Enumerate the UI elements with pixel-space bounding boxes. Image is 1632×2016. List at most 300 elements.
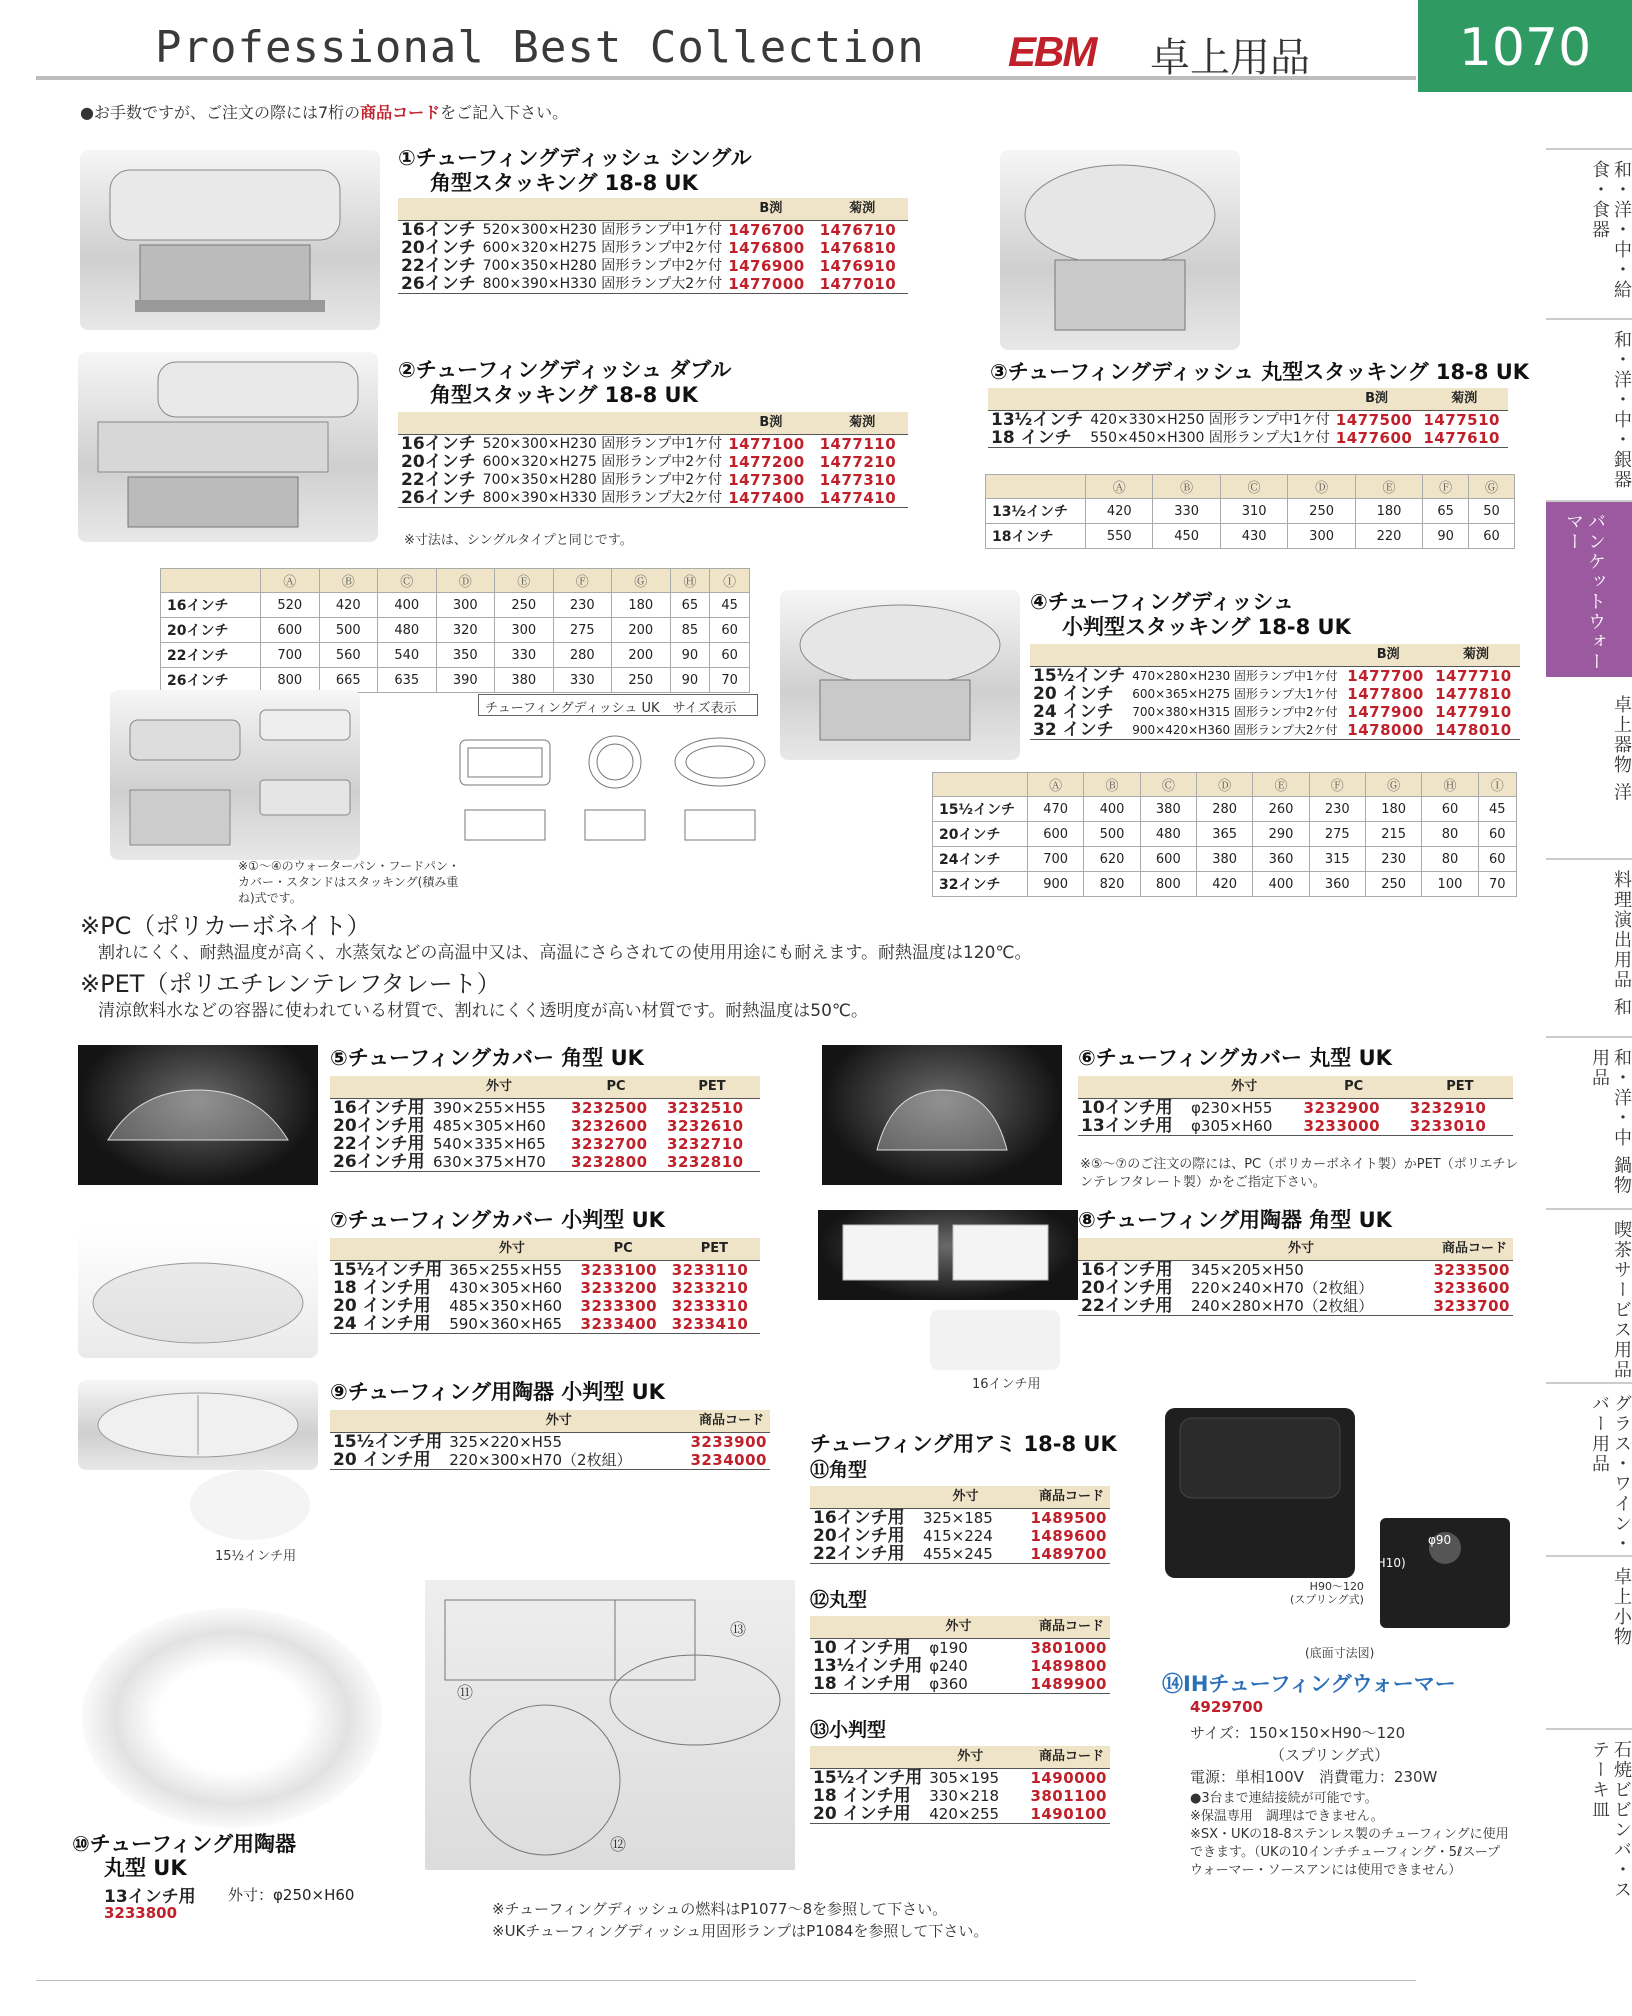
sidebar-item-nabe[interactable]: 和・洋・中 鍋物用品 xyxy=(1589,1048,1632,1196)
round-cover-photo xyxy=(822,1045,1062,1185)
table-row xyxy=(810,1787,1110,1805)
product-code: 3232910 xyxy=(1409,1099,1487,1117)
dim-value: 200 xyxy=(612,618,671,643)
table-row xyxy=(988,429,1508,448)
dim-value: 180 xyxy=(1365,797,1421,822)
dim-value: 540 xyxy=(378,643,437,668)
dimension: 220×240×H70（2枚組） xyxy=(1191,1279,1374,1297)
table-row xyxy=(810,1805,1110,1824)
product-14-size: サイズ：150×150×H90～120 xyxy=(1190,1724,1406,1742)
sidebar-item-tableware[interactable]: 和・洋・中・給食・食器 xyxy=(1589,160,1632,300)
sidebar-item-table-accessories[interactable]: 卓上小物 xyxy=(1611,1567,1632,1647)
dim-head: Ⓖ xyxy=(1469,475,1515,499)
size: 20インチ用 xyxy=(813,1526,905,1546)
product-code: 1477510 xyxy=(1423,411,1500,429)
table-row xyxy=(398,489,908,508)
size: 24 インチ xyxy=(1033,702,1114,722)
ceramic-pan-icon xyxy=(818,1210,1078,1300)
round-chafing-dish-photo xyxy=(1000,150,1240,350)
wire-net-icon xyxy=(425,1580,795,1870)
spec: 600×320×H275 固形ランプ中2ケ付 xyxy=(482,454,723,470)
dim-head: Ⓗ xyxy=(670,569,710,593)
product-1-table xyxy=(398,198,908,294)
sidebar-item-silverware[interactable]: 和・洋・中・銀器 xyxy=(1611,330,1632,490)
product-code: 3233200 xyxy=(580,1279,658,1297)
table-row xyxy=(1078,1297,1513,1316)
dim-value: 550 xyxy=(1086,524,1153,549)
col-dimension: 外寸 xyxy=(430,1076,568,1099)
spec: 700×380×H315 固形ランプ中2ケ付 xyxy=(1132,705,1338,719)
table-row xyxy=(810,1527,1110,1545)
dim-value: 470 xyxy=(1028,797,1084,822)
dim-value: 60 xyxy=(1469,524,1515,549)
dim-value: 310 xyxy=(1220,499,1287,524)
table-row xyxy=(1030,667,1520,686)
spec: 900×420×H360 固形ランプ大2ケ付 xyxy=(1129,721,1344,740)
dim-value: 700 xyxy=(1028,847,1084,872)
dimension: 325×185 xyxy=(923,1509,993,1527)
product-code: 1477810 xyxy=(1435,685,1512,703)
fig-height-value: H90～120 xyxy=(1309,1580,1364,1593)
product-code: 1477910 xyxy=(1435,703,1512,721)
product-4-title: ④チューフィングディッシュ xyxy=(1030,590,1294,614)
dimension: φ240 xyxy=(929,1657,968,1675)
dim-head: Ⓒ xyxy=(378,569,437,593)
product-code: 1489600 xyxy=(1030,1527,1107,1545)
table-row xyxy=(1078,1279,1513,1297)
dim-value: 635 xyxy=(378,668,437,693)
rect-ceramic-16-photo xyxy=(930,1310,1060,1370)
dim-value: 250 xyxy=(612,668,671,693)
rect-ceramic-photo xyxy=(818,1210,1078,1300)
size: 22インチ用 xyxy=(1078,1297,1188,1316)
table-row xyxy=(810,1769,1110,1788)
table-row xyxy=(330,1433,770,1452)
category-title: 卓上用品 xyxy=(1150,35,1310,81)
dim-value: 230 xyxy=(553,593,612,618)
dim-value: 420 xyxy=(1086,499,1153,524)
table-row xyxy=(161,618,750,643)
dim-value: 820 xyxy=(1084,872,1140,897)
dim-value: 250 xyxy=(1288,499,1355,524)
dim-value: 420 xyxy=(1196,872,1252,897)
dim-value: 70 xyxy=(710,668,750,693)
product-code: 1477310 xyxy=(819,471,897,489)
product-code: 3233900 xyxy=(690,1433,767,1451)
sidebar-item-table-ware-western[interactable]: 卓上器物 洋 xyxy=(1611,695,1632,803)
spec: 520×300×H230 固形ランプ中1ケ付 xyxy=(482,222,723,238)
dim-value: 300 xyxy=(1288,524,1355,549)
product-code: 1477400 xyxy=(725,489,816,508)
col-b-fuchi: B渕 xyxy=(1344,644,1432,667)
dimension: 430×305×H60 xyxy=(449,1279,563,1297)
table-row xyxy=(161,643,750,668)
product-code: 1477410 xyxy=(817,489,908,508)
pet-description: 清涼飲料水などの容器に使われている材質で、割れにくく透明度が高い材質です。耐熱温度は50℃。 xyxy=(98,1001,869,1021)
table-row xyxy=(330,1451,770,1470)
dim-value: 65 xyxy=(1423,499,1469,524)
spec: 600×365×H275 固形ランプ大1ケ付 xyxy=(1132,687,1338,701)
dim-value: 800 xyxy=(1140,872,1196,897)
product-10-dimension: 外寸：φ250×H60 xyxy=(228,1886,355,1904)
col-b-fuchi: B渕 xyxy=(1333,388,1421,411)
col-dimension: 外寸 xyxy=(1188,1076,1301,1099)
product-10-size: 13インチ用 xyxy=(104,1887,196,1907)
dim-value: 480 xyxy=(1140,822,1196,847)
ami-maru-title: ⑫丸型 xyxy=(810,1589,868,1611)
size: 16インチ用 xyxy=(813,1508,905,1528)
cover-icon xyxy=(78,1045,318,1185)
col-kiku-fuchi: 菊渕 xyxy=(817,198,908,221)
spec: 470×280×H230 固形ランプ中1ケ付 xyxy=(1132,669,1338,683)
spec: 800×390×H330 固形ランプ大2ケ付 xyxy=(480,275,726,294)
product-14-title: ⑭IHチューフィングウォーマー xyxy=(1162,1672,1456,1696)
dim-value: 520 xyxy=(261,593,320,618)
dim-value: 400 xyxy=(1084,797,1140,822)
size: 15½インチ xyxy=(1033,666,1126,686)
product-5-table xyxy=(330,1076,760,1172)
dimension: 305×195 xyxy=(929,1769,1000,1787)
product-code: 3233210 xyxy=(671,1279,749,1297)
dim-value: 70 xyxy=(1478,872,1516,897)
product-code: 1477900 xyxy=(1347,703,1424,721)
dim-value: 300 xyxy=(495,618,554,643)
ami-kaku-table xyxy=(810,1486,1110,1564)
dimension: φ190 xyxy=(929,1639,968,1657)
dim-value: 420 xyxy=(319,593,378,618)
lamp-reference: ※UKチューフィングディッシュ用固形ランプはP1084を参照して下さい。 xyxy=(492,1922,989,1940)
product-2-title: ②チューフィングディッシュ ダブル xyxy=(398,358,732,382)
dim-value: 600 xyxy=(1028,822,1084,847)
dim-value: 180 xyxy=(612,593,671,618)
size: 22インチ xyxy=(401,256,476,276)
dim-value: 215 xyxy=(1365,822,1421,847)
size: 16インチ用 xyxy=(1081,1260,1173,1280)
product-3-title: ③チューフィングディッシュ 丸型スタッキング 18-8 UK xyxy=(990,360,1530,384)
table-row xyxy=(933,847,1517,872)
sidebar-item-glass-bar[interactable]: グラス・ワイン・バー用品 xyxy=(1589,1394,1632,1554)
product-4-table xyxy=(1030,644,1520,740)
oval-ceramic-icon xyxy=(78,1380,318,1470)
grill-net-photo xyxy=(425,1580,795,1870)
product-code: 3232710 xyxy=(667,1135,744,1153)
dimension: 345×205×H50 xyxy=(1191,1261,1304,1279)
notice-highlight: 商品コード xyxy=(360,103,441,122)
round-chafing-dish-icon xyxy=(1000,150,1240,350)
dim-value: 700 xyxy=(261,643,320,668)
dim-value: 60 xyxy=(1422,797,1478,822)
size: 24 インチ用 xyxy=(330,1315,446,1334)
col-product-code: 商品コード xyxy=(991,1616,1110,1639)
product-6-title: ⑥チューフィングカバー 丸型 UK xyxy=(1078,1046,1392,1070)
size: 20 インチ用 xyxy=(810,1805,926,1824)
product-code: 1477700 xyxy=(1347,667,1424,685)
dimension: φ230×H55 xyxy=(1191,1099,1273,1117)
table-row xyxy=(398,239,908,257)
dim-value: 230 xyxy=(1309,797,1365,822)
col-pet: PET xyxy=(664,1076,760,1099)
single-chafing-dish-photo xyxy=(80,150,380,330)
table-row xyxy=(330,1117,760,1135)
product-code: 1477100 xyxy=(728,435,805,453)
pc-heading: ※PC（ポリカーボネイト） xyxy=(80,912,371,940)
table-row xyxy=(986,524,1515,549)
table-row xyxy=(933,872,1517,897)
product-code: 1489900 xyxy=(991,1675,1110,1694)
col-dimension: 外寸 xyxy=(1188,1238,1414,1261)
dim-head: Ⓑ xyxy=(319,569,378,593)
ami-koban-title: ⑬小判型 xyxy=(810,1719,887,1741)
dim-value: 480 xyxy=(378,618,437,643)
col-product-code: 商品コード xyxy=(1014,1746,1110,1769)
product-9-table xyxy=(330,1410,770,1470)
dimension: 540×335×H65 xyxy=(433,1135,546,1153)
product-code: 1477000 xyxy=(725,275,816,294)
table-row xyxy=(398,257,908,275)
dim-value: 400 xyxy=(1253,872,1309,897)
table-row xyxy=(933,822,1517,847)
dim-value: 330 xyxy=(495,643,554,668)
dim-value: 800 xyxy=(261,668,320,693)
table-row xyxy=(988,411,1508,430)
size: 15½インチ xyxy=(933,797,1028,822)
product-code: 3232900 xyxy=(1303,1099,1381,1117)
spec: 700×350×H280 固形ランプ中2ケ付 xyxy=(482,258,723,274)
col-dimension: 外寸 xyxy=(926,1616,990,1639)
dim-value: 380 xyxy=(495,668,554,693)
dim-value: 330 xyxy=(553,668,612,693)
size: 20インチ xyxy=(161,618,261,643)
size-diagram-label: チューフィングディッシュ UK サイズ表示 xyxy=(478,694,758,716)
product-code: 1490000 xyxy=(1030,1769,1107,1787)
spec: 550×450×H300 固形ランプ大1ケ付 xyxy=(1087,429,1333,448)
size: 20インチ用 xyxy=(333,1116,425,1136)
product-code: 3233700 xyxy=(1414,1297,1513,1316)
dim-head: Ⓒ xyxy=(1220,475,1287,499)
product-code: 1477500 xyxy=(1335,411,1413,429)
product-code: 1489800 xyxy=(1030,1657,1107,1675)
product-code: 1476900 xyxy=(728,257,805,275)
fuel-reference: ※チューフィングディッシュの燃料はP1077～8を参照して下さい。 xyxy=(492,1900,948,1918)
dim-value: 90 xyxy=(670,668,710,693)
product-6-table xyxy=(1078,1076,1513,1136)
dim-head: Ⓔ xyxy=(1253,773,1309,797)
table-row xyxy=(933,797,1517,822)
dimension: φ360 xyxy=(926,1675,990,1694)
table-row xyxy=(810,1545,1110,1564)
dim-value: 65 xyxy=(670,593,710,618)
fig-h10: (H10) xyxy=(1372,1556,1406,1570)
product-8-caption: 16インチ用 xyxy=(972,1377,1041,1392)
dim-head: Ⓘ xyxy=(710,569,750,593)
col-kiku-fuchi: 菊渕 xyxy=(1420,388,1508,411)
oval-cover-photo xyxy=(78,1228,318,1358)
dimension: 630×375×H70 xyxy=(430,1153,568,1172)
size: 16インチ xyxy=(401,434,476,454)
dim-value: 620 xyxy=(1084,847,1140,872)
product-7-title: ⑦チューフィングカバー 小判型 UK xyxy=(330,1208,665,1232)
double-chafing-dish-photo xyxy=(78,352,378,542)
cover-icon xyxy=(822,1045,1062,1185)
product-code: 3801100 xyxy=(1030,1787,1107,1805)
size: 26インチ xyxy=(161,668,261,693)
product-4-subtitle: 小判型スタッキング 18-8 UK xyxy=(1062,615,1351,639)
spec: 800×390×H330 固形ランプ大2ケ付 xyxy=(480,489,726,508)
table-row xyxy=(330,1153,760,1172)
dim-head: Ⓑ xyxy=(1084,773,1140,797)
sidebar-item-presentation[interactable]: 料理演出用品 和 xyxy=(1611,870,1632,1018)
product-code: 1477710 xyxy=(1435,667,1512,685)
pet-heading: ※PET（ポリエチレンテレフタレート） xyxy=(80,970,501,998)
product-code: 1476710 xyxy=(819,221,897,239)
ami-kaku-title: ⑪角型 xyxy=(810,1459,868,1481)
product-code: 3801000 xyxy=(1030,1639,1107,1657)
dim-value: 315 xyxy=(1309,847,1365,872)
dim-value: 500 xyxy=(319,618,378,643)
net-label-11: ⑪ xyxy=(457,1683,474,1702)
brand-logo: EBM xyxy=(1008,28,1096,75)
dimension: 485×305×H60 xyxy=(433,1117,546,1135)
product-code: 3233300 xyxy=(580,1297,658,1315)
col-product-code: 商品コード xyxy=(671,1410,770,1433)
col-pc: PC xyxy=(578,1238,669,1261)
size: 16インチ xyxy=(161,593,261,618)
dim-value: 600 xyxy=(1140,847,1196,872)
dimension: 330×218 xyxy=(929,1787,1000,1805)
col-kiku-fuchi: 菊渕 xyxy=(1432,644,1520,667)
oval-ceramic-15-photo xyxy=(190,1470,310,1540)
dim-value: 85 xyxy=(670,618,710,643)
dim-head: Ⓗ xyxy=(1422,773,1478,797)
table-row xyxy=(810,1657,1110,1675)
table-row xyxy=(330,1297,760,1315)
chafing-dish-icon xyxy=(80,150,380,330)
size: 16インチ用 xyxy=(333,1098,425,1118)
dim-value: 250 xyxy=(495,593,554,618)
dim-value: 260 xyxy=(1253,797,1309,822)
table-row xyxy=(1078,1117,1513,1136)
product-8-table xyxy=(1078,1238,1513,1316)
dim-value: 360 xyxy=(1309,872,1365,897)
table-row xyxy=(398,435,908,454)
product-code: 3232500 xyxy=(571,1099,648,1117)
stacked-pans-icon xyxy=(110,690,360,860)
product-code: 1478010 xyxy=(1432,721,1520,740)
size: 15½インチ用 xyxy=(333,1432,443,1452)
ami-maru-table xyxy=(810,1616,1110,1694)
dim-value: 430 xyxy=(1220,524,1287,549)
product-code: 3233400 xyxy=(578,1315,669,1334)
size: 24インチ xyxy=(933,847,1028,872)
sidebar-item-bibimbap[interactable]: 石焼ビビンバ・ステーキ皿 xyxy=(1589,1740,1632,1900)
dim-value: 290 xyxy=(1253,822,1309,847)
dimension: 485×350×H60 xyxy=(449,1297,563,1315)
spec: 420×330×H250 固形ランプ中1ケ付 xyxy=(1090,412,1330,428)
dimension: 590×360×H65 xyxy=(446,1315,577,1334)
product-code: 1476910 xyxy=(819,257,897,275)
size: 32 インチ xyxy=(1030,721,1129,740)
size: 22インチ用 xyxy=(333,1134,425,1154)
table-row xyxy=(1078,1099,1513,1118)
dim-head: Ⓕ xyxy=(553,569,612,593)
dimension: 415×224 xyxy=(923,1527,993,1545)
sidebar-item-cafe[interactable]: 喫茶サービス用品 xyxy=(1611,1220,1632,1380)
ih-warmer-photo xyxy=(1165,1408,1355,1578)
size: 18 インチ xyxy=(988,429,1087,448)
cover-icon xyxy=(78,1228,318,1358)
table-row xyxy=(810,1639,1110,1658)
col-pet: PET xyxy=(669,1238,760,1261)
table-row xyxy=(810,1509,1110,1528)
dim-value: 60 xyxy=(1478,847,1516,872)
product-code: 1477010 xyxy=(817,275,908,294)
dim-head: Ⓓ xyxy=(1196,773,1252,797)
dim-value: 300 xyxy=(436,593,495,618)
dim-value: 365 xyxy=(1196,822,1252,847)
table-row xyxy=(1030,703,1520,721)
product-14-power: 電源：単相100V 消費電力：230W xyxy=(1190,1768,1438,1786)
product-code: 3232510 xyxy=(667,1099,744,1117)
col-dimension: 外寸 xyxy=(926,1746,1014,1769)
size: 26インチ xyxy=(398,275,480,294)
dim-head: Ⓕ xyxy=(1423,475,1469,499)
dim-value: 665 xyxy=(319,668,378,693)
sidebar-item-banquet-warmer[interactable]: バンケットウォーマー xyxy=(1546,502,1632,677)
size: 10インチ用 xyxy=(1081,1098,1173,1118)
dim-head: Ⓔ xyxy=(495,569,554,593)
product-code: 3232610 xyxy=(667,1117,744,1135)
round-ceramic-photo xyxy=(82,1608,382,1828)
dim-value: 60 xyxy=(710,643,750,668)
product-code: 3232800 xyxy=(568,1153,664,1172)
dim-value: 390 xyxy=(436,668,495,693)
catalog-title: Professional Best Collection xyxy=(155,22,925,73)
rect-cover-photo xyxy=(78,1045,318,1185)
chafing-dish-icon xyxy=(78,352,378,542)
size: 18 インチ用 xyxy=(813,1786,911,1806)
size: 13½インチ xyxy=(991,410,1084,430)
dim-value: 200 xyxy=(612,643,671,668)
col-pc: PC xyxy=(1301,1076,1407,1099)
table-row xyxy=(398,221,908,240)
dim-value: 50 xyxy=(1469,499,1515,524)
dim-head: Ⓐ xyxy=(1028,773,1084,797)
dimension: 325×220×H55 xyxy=(449,1433,563,1451)
size: 16インチ xyxy=(401,220,476,240)
table-row xyxy=(398,471,908,489)
product-code: 1489500 xyxy=(1030,1509,1107,1527)
product-code: 1477800 xyxy=(1347,685,1424,703)
fig-caption: (底面寸法図) xyxy=(1305,1646,1375,1660)
size: 22インチ xyxy=(401,470,476,490)
dim-value: 275 xyxy=(1309,822,1365,847)
product-1-subtitle: 角型スタッキング 18-8 UK xyxy=(430,171,698,195)
dim-value: 320 xyxy=(436,618,495,643)
dim-value: 100 xyxy=(1422,872,1478,897)
product-code: 1477300 xyxy=(728,471,805,489)
col-pet: PET xyxy=(1407,1076,1513,1099)
dim-head: Ⓓ xyxy=(436,569,495,593)
product-2-subtitle: 角型スタッキング 18-8 UK xyxy=(430,383,698,407)
dim-head: Ⓓ xyxy=(1288,475,1355,499)
table-row xyxy=(330,1279,760,1297)
dim-value: 500 xyxy=(1084,822,1140,847)
product-1-title: ①チューフィングディッシュ シングル xyxy=(398,146,752,170)
product-code: 1477610 xyxy=(1420,429,1508,448)
product-code: 1476700 xyxy=(728,221,805,239)
dimension: φ305×H60 xyxy=(1188,1117,1301,1136)
product-code: 3233110 xyxy=(671,1261,749,1279)
